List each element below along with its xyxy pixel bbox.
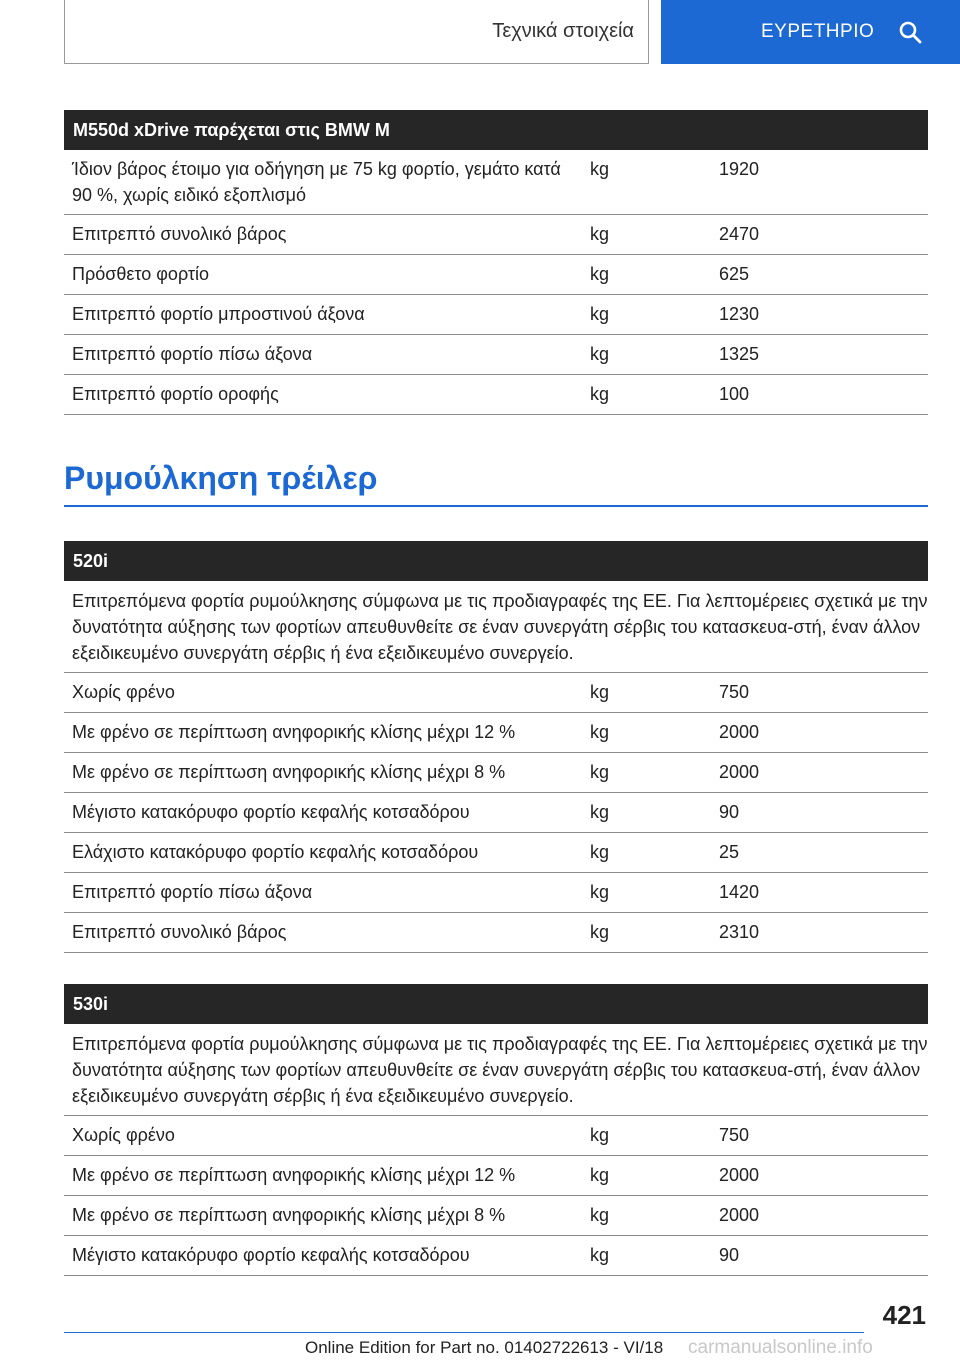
row-value: 750 <box>719 682 750 702</box>
towing-table-530i <box>64 984 928 1276</box>
row-unit: kg <box>590 842 610 862</box>
weights-table-header <box>64 110 928 150</box>
row-label: Χωρίς φρένο <box>72 682 175 702</box>
row-unit: kg <box>590 1165 610 1185</box>
row-value: 1325 <box>719 344 760 364</box>
row-label: Με φρένο σε περίπτωση ανηφορικής κλίσης μέχρι 12 % <box>72 1165 516 1185</box>
towing-table-title: 520i <box>73 550 109 571</box>
table-row <box>64 255 928 295</box>
row-unit: kg <box>590 682 610 702</box>
row-value: 1920 <box>719 159 760 179</box>
row-value: 2000 <box>719 1165 760 1185</box>
table-row <box>64 1156 928 1196</box>
towing-table-note: Επιτρεπόμενα φορτία ρυμούλκησης σύμφωνα με τις προδιαγραφές της ΕΕ. Για λεπτομέρειες σχετικά με την δυνατότητα αύξησης των φορτίων απευθυνθείτε σε έναν συνεργάτη σέρβις του κατασκευα-στή, έναν άλλον εξειδικευμένο συνεργάτη σέρβις ή ένα εξειδικευμένο συνεργείο. <box>64 1024 928 1116</box>
table-row <box>64 295 928 335</box>
row-unit: kg <box>590 264 610 284</box>
table-row <box>64 335 928 375</box>
edition-text: Online Edition for Part no. 01402722613 - VI/18 <box>305 1338 664 1357</box>
row-value: 100 <box>719 384 750 404</box>
row-label: Επιτρεπτό φορτίο πίσω άξονα <box>72 882 313 902</box>
section-tab <box>64 0 649 64</box>
index-button[interactable] <box>661 0 960 64</box>
row-unit: kg <box>590 922 610 942</box>
table-row <box>64 713 928 753</box>
table-row <box>64 375 928 415</box>
index-button-label: ΕΥΡΕΤΗΡΙΟ <box>761 21 875 42</box>
row-value: 2310 <box>719 922 760 942</box>
row-value: 2470 <box>719 224 760 244</box>
towing-table-header <box>64 541 928 581</box>
row-value: 2000 <box>719 762 760 782</box>
row-value: 750 <box>719 1125 750 1145</box>
table-row <box>64 673 928 713</box>
table-row <box>64 873 928 913</box>
row-label: Μέγιστο κατακόρυφο φορτίο κεφαλής κοτσαδόρου <box>72 802 470 822</box>
row-unit: kg <box>590 1245 610 1265</box>
section-divider <box>64 505 928 507</box>
row-value: 25 <box>719 842 740 862</box>
row-value: 1420 <box>719 882 760 902</box>
row-label: Πρόσθετο φορτίο <box>72 264 210 284</box>
page-content <box>64 110 928 1276</box>
table-row <box>64 833 928 873</box>
row-label: Επιτρεπτό συνολικό βάρος <box>72 224 287 244</box>
section-heading <box>64 415 928 496</box>
row-unit: kg <box>590 762 610 782</box>
row-label: Με φρένο σε περίπτωση ανηφορικής κλίσης μέχρι 8 % <box>72 762 506 782</box>
row-label: Με φρένο σε περίπτωση ανηφορικής κλίσης μέχρι 12 % <box>72 722 516 742</box>
row-unit: kg <box>590 1125 610 1145</box>
row-label: Επιτρεπτό φορτίο πίσω άξονα <box>72 344 313 364</box>
row-value: 625 <box>719 264 750 284</box>
towing-table-note: Επιτρεπόμενα φορτία ρυμούλκησης σύμφωνα με τις προδιαγραφές της ΕΕ. Για λεπτομέρειες σχετικά με την δυνατότητα αύξησης των φορτίων απευθυνθείτε σε έναν συνεργάτη σέρβις του κατασκευα-στή, έναν άλλον εξειδικευμένο συνεργάτη σέρβις ή ένα εξειδικευμένο συνεργείο. <box>64 581 928 673</box>
watermark: carmanualsonline.info <box>688 1337 873 1358</box>
footer-divider <box>64 1332 864 1333</box>
table-row <box>64 1116 928 1156</box>
table-row <box>64 1236 928 1276</box>
row-value: 90 <box>719 1245 740 1265</box>
row-label: Ελάχιστο κατακόρυφο φορτίο κεφαλής κοτσαδόρου <box>72 842 479 862</box>
weights-table-title: M550d xDrive παρέχεται στις BMW M <box>73 119 390 140</box>
row-value: 2000 <box>719 722 760 742</box>
row-label: Επιτρεπτό φορτίο μπροστινού άξονα <box>72 304 365 324</box>
row-unit: kg <box>590 304 610 324</box>
row-value: 90 <box>719 802 740 822</box>
table-row <box>64 753 928 793</box>
table-row <box>64 150 928 215</box>
row-label: Επιτρεπτό συνολικό βάρος <box>72 922 287 942</box>
towing-table-title: 530i <box>73 993 109 1014</box>
row-unit: kg <box>590 722 610 742</box>
table-row <box>64 793 928 833</box>
row-value: 1230 <box>719 304 760 324</box>
row-label: Με φρένο σε περίπτωση ανηφορικής κλίσης μέχρι 8 % <box>72 1205 506 1225</box>
row-label: Ίδιον βάρος έτοιμο για οδήγηση με 75 kg φορτίο, γεμάτο κατά 90 %, χωρίς ειδικό εξοπλισμό <box>72 159 561 205</box>
search-icon[interactable] <box>898 20 922 44</box>
page-number: 421 <box>882 1300 926 1330</box>
row-unit: kg <box>590 384 610 404</box>
row-unit: kg <box>590 224 610 244</box>
row-unit: kg <box>590 882 610 902</box>
row-unit: kg <box>590 159 610 179</box>
weights-table <box>64 110 928 415</box>
table-row <box>64 913 928 953</box>
table-row <box>64 1196 928 1236</box>
row-unit: kg <box>590 344 610 364</box>
row-label: Μέγιστο κατακόρυφο φορτίο κεφαλής κοτσαδόρου <box>72 1245 470 1265</box>
section-title: Τεχνικά στοιχεία <box>492 20 634 42</box>
table-row <box>64 215 928 255</box>
towing-table-520i <box>64 541 928 953</box>
row-unit: kg <box>590 802 610 822</box>
row-unit: kg <box>590 1205 610 1225</box>
row-label: Επιτρεπτό φορτίο οροφής <box>72 384 279 404</box>
towing-table-header <box>64 984 928 1024</box>
row-value: 2000 <box>719 1205 760 1225</box>
row-label: Χωρίς φρένο <box>72 1125 175 1145</box>
section-heading-text: Ρυμούλκηση τρέιλερ <box>64 460 378 496</box>
